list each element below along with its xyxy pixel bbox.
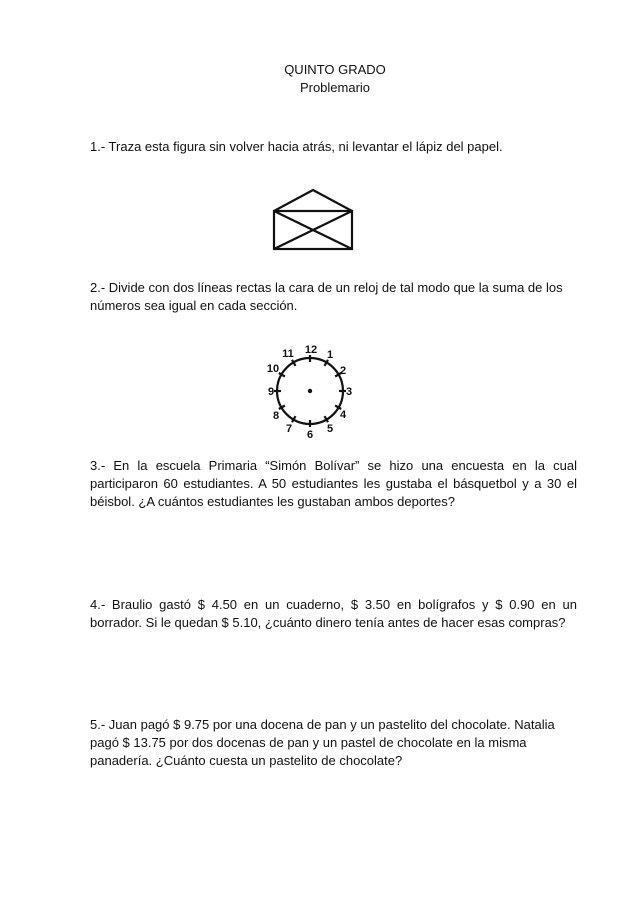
clock-number-8: 8 [272, 410, 280, 422]
clock-number-1: 1 [326, 349, 334, 361]
clock-center-dot [308, 389, 312, 393]
clock-number-3: 3 [345, 386, 353, 398]
problem-5-text: 5.- Juan pagó $ 9.75 por una docena de pan y un pastelito del chocolate. Natalia pagó $ 13.75 por dos docenas de pan y un pastel de chocolate en la misma panadería. ¿Cuánto cuesta un pastelito de chocolate? [90, 717, 555, 768]
problem-3-text: 3.- En la escuela Primaria “Simón Bolívar” se hizo una encuesta en la cual participaron 60 estudiantes. A 50 estudiantes les gustaba el básquetbol y a 30 el béisbol. ¿A cuántos estudiantes les gustaban ambos deportes? [90, 458, 577, 509]
clock-number-10: 10 [266, 363, 280, 375]
envelope-figure [268, 186, 358, 252]
problem-1-text: 1.- Traza esta figura sin volver hacia atrás, ni levantar el lápiz del papel. [90, 139, 503, 154]
clock-figure [255, 340, 365, 442]
problem-4-text: 4.- Braulio gastó $ 4.50 en un cuaderno, $ 3.50 en bolígrafos y $ 0.90 en un borrador. Si le quedan $ 5.10, ¿cuánto dinero tenía antes de hacer esas compras? [90, 597, 577, 630]
problem-2-text: 2.- Divide con dos líneas rectas la cara de un reloj de tal modo que la suma de los números sea igual en cada sección. [90, 280, 563, 313]
clock-number-6: 6 [306, 429, 314, 441]
page-subtitle: Problemario [299, 80, 371, 95]
clock-number-5: 5 [326, 423, 334, 435]
clock-number-4: 4 [339, 409, 347, 421]
clock-number-12: 12 [304, 344, 318, 356]
clock-number-11: 11 [282, 348, 294, 360]
envelope-flap [274, 190, 352, 211]
clock-number-7: 7 [285, 423, 293, 435]
clock-number-9: 9 [267, 386, 275, 398]
page-title: QUINTO GRADO [284, 62, 386, 77]
clock-number-2: 2 [339, 365, 347, 377]
